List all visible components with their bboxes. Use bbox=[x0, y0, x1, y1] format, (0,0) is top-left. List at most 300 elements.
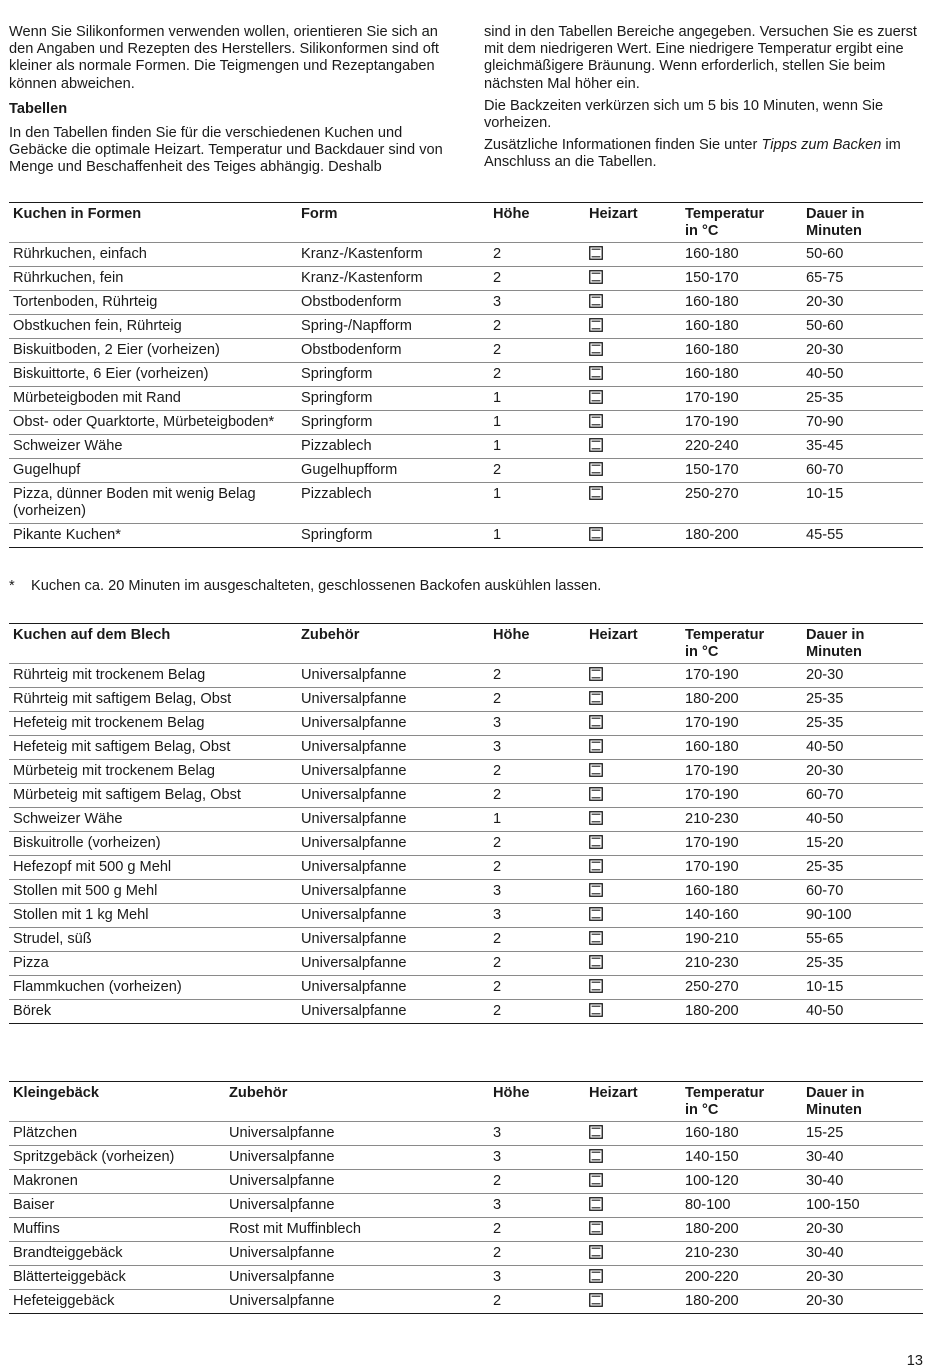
table-row bbox=[9, 856, 923, 880]
cell-temp: 150-170 bbox=[681, 267, 802, 291]
cell-duration: 35-45 bbox=[802, 435, 923, 459]
oven-top-bottom-heat-icon bbox=[589, 955, 603, 969]
oven-top-bottom-heat-icon bbox=[589, 1125, 603, 1139]
cell-duration: 60-70 bbox=[802, 784, 923, 808]
cell-heating bbox=[585, 1194, 681, 1218]
cell-heating bbox=[585, 736, 681, 760]
cell-form: Springform bbox=[297, 363, 489, 387]
column-header-duration: Dauer in Minuten bbox=[802, 203, 923, 243]
cell-name: Mürbeteig mit saftigem Belag, Obst bbox=[9, 784, 297, 808]
cell-heating bbox=[585, 435, 681, 459]
cell-heating bbox=[585, 688, 681, 712]
cell-temp: 140-160 bbox=[681, 904, 802, 928]
cell-duration: 55-65 bbox=[802, 928, 923, 952]
cell-name: Plätzchen bbox=[9, 1122, 225, 1146]
cell-form: Springform bbox=[297, 387, 489, 411]
cell-heating bbox=[585, 339, 681, 363]
cell-form: Universalpfanne bbox=[297, 976, 489, 1000]
footnote-text: Kuchen ca. 20 Minuten im ausgeschalteten, geschlossenen Backofen auskühlen lassen. bbox=[31, 578, 602, 594]
cell-form: Universalpfanne bbox=[297, 832, 489, 856]
cell-temp: 170-190 bbox=[681, 832, 802, 856]
table-kuchen-in-formen bbox=[9, 202, 923, 548]
cell-duration: 30-40 bbox=[802, 1146, 923, 1170]
intro-paragraph: sind in den Tabellen Bereiche angegeben. Versuchen Sie es zuerst mit dem niedrigeren Wert. Eine niedrigere Temperatur ergibt eine gleichmäßigere Bräunung. Wenn erforderlich, stellen Sie beim nächsten Mal höher ein. bbox=[484, 24, 917, 92]
cell-temp: 180-200 bbox=[681, 1000, 802, 1024]
cell-temp: 160-180 bbox=[681, 736, 802, 760]
cell-duration: 60-70 bbox=[802, 880, 923, 904]
cell-height: 2 bbox=[489, 315, 585, 339]
cell-heating bbox=[585, 952, 681, 976]
cell-form: Universalpfanne bbox=[225, 1194, 489, 1218]
oven-top-bottom-heat-icon bbox=[589, 1149, 603, 1163]
cell-name: Mürbeteigboden mit Rand bbox=[9, 387, 297, 411]
cell-name: Brandteiggebäck bbox=[9, 1242, 225, 1266]
cell-heating bbox=[585, 291, 681, 315]
cell-temp: 170-190 bbox=[681, 664, 802, 688]
cell-form: Universalpfanne bbox=[297, 880, 489, 904]
oven-top-bottom-heat-icon bbox=[589, 691, 603, 705]
cell-duration: 40-50 bbox=[802, 363, 923, 387]
column-header-duration: Dauer in Minuten bbox=[802, 1082, 923, 1122]
cell-heating bbox=[585, 1170, 681, 1194]
column-header-height: Höhe bbox=[489, 624, 585, 664]
cell-heating bbox=[585, 1122, 681, 1146]
cell-form: Pizzablech bbox=[297, 483, 489, 524]
column-header-name: Kuchen auf dem Blech bbox=[9, 624, 297, 664]
cell-height: 3 bbox=[489, 1194, 585, 1218]
cell-height: 1 bbox=[489, 387, 585, 411]
table-row bbox=[9, 1146, 923, 1170]
cell-temp: 180-200 bbox=[681, 524, 802, 548]
column-header-temp: Temperatur in °C bbox=[681, 624, 802, 664]
cell-height: 2 bbox=[489, 928, 585, 952]
cell-temp: 160-180 bbox=[681, 1122, 802, 1146]
cell-duration: 60-70 bbox=[802, 459, 923, 483]
oven-top-bottom-heat-icon bbox=[589, 1197, 603, 1211]
cell-temp: 170-190 bbox=[681, 387, 802, 411]
cell-name: Hefeteig mit trockenem Belag bbox=[9, 712, 297, 736]
cell-heating bbox=[585, 1266, 681, 1290]
column-header-height: Höhe bbox=[489, 1082, 585, 1122]
cell-name: Schweizer Wähe bbox=[9, 808, 297, 832]
cell-temp: 250-270 bbox=[681, 483, 802, 524]
cell-name: Mürbeteig mit trockenem Belag bbox=[9, 760, 297, 784]
cell-name: Muffins bbox=[9, 1218, 225, 1242]
cell-name: Pizza bbox=[9, 952, 297, 976]
cell-duration: 25-35 bbox=[802, 952, 923, 976]
cell-heating bbox=[585, 1218, 681, 1242]
footnote-marker: * bbox=[9, 578, 15, 594]
table-header-row bbox=[9, 203, 923, 243]
cell-duration: 45-55 bbox=[802, 524, 923, 548]
oven-top-bottom-heat-icon bbox=[589, 1293, 603, 1307]
cell-form: Pizzablech bbox=[297, 435, 489, 459]
text-run: im Anschluss an die Tabellen. bbox=[484, 137, 901, 171]
cell-height: 3 bbox=[489, 880, 585, 904]
cell-height: 3 bbox=[489, 1122, 585, 1146]
table-row bbox=[9, 760, 923, 784]
table-row bbox=[9, 664, 923, 688]
cell-form: Universalpfanne bbox=[297, 688, 489, 712]
oven-top-bottom-heat-icon bbox=[589, 763, 603, 777]
cell-name: Flammkuchen (vorheizen) bbox=[9, 976, 297, 1000]
cell-heating bbox=[585, 524, 681, 548]
cell-height: 2 bbox=[489, 1000, 585, 1024]
cell-name: Obstkuchen fein, Rührteig bbox=[9, 315, 297, 339]
cell-height: 2 bbox=[489, 243, 585, 267]
cell-height: 3 bbox=[489, 291, 585, 315]
table-row bbox=[9, 1290, 923, 1314]
cell-form: Universalpfanne bbox=[297, 928, 489, 952]
oven-top-bottom-heat-icon bbox=[589, 527, 603, 541]
cell-temp: 170-190 bbox=[681, 712, 802, 736]
cell-name: Rührkuchen, fein bbox=[9, 267, 297, 291]
cell-height: 2 bbox=[489, 952, 585, 976]
cell-name: Stollen mit 500 g Mehl bbox=[9, 880, 297, 904]
intro-paragraph bbox=[484, 137, 924, 171]
cell-height: 2 bbox=[489, 459, 585, 483]
cell-heating bbox=[585, 928, 681, 952]
cell-temp: 180-200 bbox=[681, 1290, 802, 1314]
cell-duration: 25-35 bbox=[802, 688, 923, 712]
cell-form: Universalpfanne bbox=[225, 1170, 489, 1194]
table-row bbox=[9, 784, 923, 808]
cell-temp: 210-230 bbox=[681, 808, 802, 832]
cell-height: 2 bbox=[489, 267, 585, 291]
cell-duration: 20-30 bbox=[802, 1266, 923, 1290]
cell-temp: 160-180 bbox=[681, 363, 802, 387]
cell-duration: 20-30 bbox=[802, 664, 923, 688]
cell-duration: 50-60 bbox=[802, 243, 923, 267]
cell-duration: 25-35 bbox=[802, 712, 923, 736]
cell-height: 1 bbox=[489, 808, 585, 832]
table-row bbox=[9, 928, 923, 952]
cell-heating bbox=[585, 880, 681, 904]
cell-temp: 100-120 bbox=[681, 1170, 802, 1194]
cell-height: 2 bbox=[489, 1290, 585, 1314]
column-header-name: Kleingebäck bbox=[9, 1082, 225, 1122]
oven-top-bottom-heat-icon bbox=[589, 294, 603, 308]
cell-height: 1 bbox=[489, 524, 585, 548]
cell-form: Kranz-/Kastenform bbox=[297, 267, 489, 291]
cell-name: Pizza, dünner Boden mit wenig Belag (vorheizen) bbox=[9, 483, 297, 524]
column-header-heating: Heizart bbox=[585, 624, 681, 664]
cell-duration: 65-75 bbox=[802, 267, 923, 291]
cell-form: Universalpfanne bbox=[297, 856, 489, 880]
intro-paragraph: In den Tabellen finden Sie für die verschiedenen Kuchen und Gebäcke die optimale Heizart. Temperatur und Backdauer sind von Menge und Beschaffenheit des Teiges abhängig. Deshalb bbox=[9, 125, 443, 176]
cell-temp: 140-150 bbox=[681, 1146, 802, 1170]
cell-duration: 20-30 bbox=[802, 760, 923, 784]
cell-form: Universalpfanne bbox=[225, 1290, 489, 1314]
column-header-temp: Temperatur in °C bbox=[681, 203, 802, 243]
column-header-duration: Dauer in Minuten bbox=[802, 624, 923, 664]
table-header-row bbox=[9, 1082, 923, 1122]
cell-name: Hefeteiggebäck bbox=[9, 1290, 225, 1314]
cell-temp: 160-180 bbox=[681, 315, 802, 339]
cell-heating bbox=[585, 856, 681, 880]
column-header-form: Zubehör bbox=[225, 1082, 489, 1122]
cell-form: Obstbodenform bbox=[297, 291, 489, 315]
cell-temp: 160-180 bbox=[681, 291, 802, 315]
cell-duration: 10-15 bbox=[802, 483, 923, 524]
oven-top-bottom-heat-icon bbox=[589, 390, 603, 404]
cell-heating bbox=[585, 387, 681, 411]
oven-top-bottom-heat-icon bbox=[589, 715, 603, 729]
cell-form: Universalpfanne bbox=[225, 1266, 489, 1290]
cell-height: 2 bbox=[489, 1218, 585, 1242]
cell-height: 2 bbox=[489, 688, 585, 712]
intro-right-column bbox=[484, 24, 924, 182]
cell-temp: 160-180 bbox=[681, 243, 802, 267]
cell-heating bbox=[585, 243, 681, 267]
cell-temp: 180-200 bbox=[681, 1218, 802, 1242]
cell-name: Rührteig mit trockenem Belag bbox=[9, 664, 297, 688]
cell-duration: 90-100 bbox=[802, 904, 923, 928]
cell-name: Biskuitboden, 2 Eier (vorheizen) bbox=[9, 339, 297, 363]
cell-form: Gugelhupfform bbox=[297, 459, 489, 483]
cell-temp: 80-100 bbox=[681, 1194, 802, 1218]
cell-height: 3 bbox=[489, 1266, 585, 1290]
cell-heating bbox=[585, 315, 681, 339]
cell-duration: 25-35 bbox=[802, 387, 923, 411]
oven-top-bottom-heat-icon bbox=[589, 811, 603, 825]
cell-heating bbox=[585, 267, 681, 291]
cell-height: 2 bbox=[489, 856, 585, 880]
table-header-row bbox=[9, 624, 923, 664]
cell-duration: 30-40 bbox=[802, 1242, 923, 1266]
page-number: 13 bbox=[906, 1353, 923, 1369]
cell-duration: 20-30 bbox=[802, 339, 923, 363]
cell-name: Biskuitrolle (vorheizen) bbox=[9, 832, 297, 856]
cell-name: Strudel, süß bbox=[9, 928, 297, 952]
table-row bbox=[9, 952, 923, 976]
table-row bbox=[9, 483, 923, 524]
table-row bbox=[9, 243, 923, 267]
table-row bbox=[9, 339, 923, 363]
column-header-height: Höhe bbox=[489, 203, 585, 243]
cell-height: 2 bbox=[489, 339, 585, 363]
cell-duration: 20-30 bbox=[802, 1290, 923, 1314]
cell-height: 1 bbox=[489, 411, 585, 435]
cell-temp: 250-270 bbox=[681, 976, 802, 1000]
cell-duration: 30-40 bbox=[802, 1170, 923, 1194]
tips-reference: Tipps zum Backen bbox=[761, 137, 882, 154]
table-row bbox=[9, 315, 923, 339]
column-header-form: Zubehör bbox=[297, 624, 489, 664]
cell-height: 1 bbox=[489, 435, 585, 459]
column-header-form: Form bbox=[297, 203, 489, 243]
cell-heating bbox=[585, 1242, 681, 1266]
cell-height: 3 bbox=[489, 736, 585, 760]
oven-top-bottom-heat-icon bbox=[589, 883, 603, 897]
cell-temp: 180-200 bbox=[681, 688, 802, 712]
cell-name: Makronen bbox=[9, 1170, 225, 1194]
cell-form: Universalpfanne bbox=[297, 736, 489, 760]
cell-duration: 50-60 bbox=[802, 315, 923, 339]
intro-section bbox=[9, 24, 924, 182]
cell-height: 2 bbox=[489, 784, 585, 808]
table-row bbox=[9, 976, 923, 1000]
cell-form: Universalpfanne bbox=[297, 1000, 489, 1024]
cell-height: 2 bbox=[489, 363, 585, 387]
cell-heating bbox=[585, 760, 681, 784]
cell-form: Obstbodenform bbox=[297, 339, 489, 363]
cell-heating bbox=[585, 664, 681, 688]
cell-duration: 40-50 bbox=[802, 736, 923, 760]
cell-temp: 170-190 bbox=[681, 856, 802, 880]
cell-form: Universalpfanne bbox=[297, 760, 489, 784]
cell-name: Börek bbox=[9, 1000, 297, 1024]
cell-heating bbox=[585, 976, 681, 1000]
cell-heating bbox=[585, 808, 681, 832]
oven-top-bottom-heat-icon bbox=[589, 486, 603, 500]
table-row bbox=[9, 736, 923, 760]
cell-form: Universalpfanne bbox=[297, 712, 489, 736]
cell-height: 2 bbox=[489, 1170, 585, 1194]
cell-name: Baiser bbox=[9, 1194, 225, 1218]
table-row bbox=[9, 435, 923, 459]
cell-name: Rührteig mit saftigem Belag, Obst bbox=[9, 688, 297, 712]
oven-top-bottom-heat-icon bbox=[589, 246, 603, 260]
oven-top-bottom-heat-icon bbox=[589, 1003, 603, 1017]
cell-name: Blätterteiggebäck bbox=[9, 1266, 225, 1290]
oven-top-bottom-heat-icon bbox=[589, 462, 603, 476]
oven-top-bottom-heat-icon bbox=[589, 979, 603, 993]
cell-name: Hefezopf mit 500 g Mehl bbox=[9, 856, 297, 880]
cell-temp: 170-190 bbox=[681, 411, 802, 435]
cell-form: Springform bbox=[297, 524, 489, 548]
cell-form: Rost mit Muffinblech bbox=[225, 1218, 489, 1242]
cell-heating bbox=[585, 483, 681, 524]
intro-left-column bbox=[9, 24, 449, 182]
table-kleingebaeck bbox=[9, 1081, 923, 1314]
cell-name: Pikante Kuchen* bbox=[9, 524, 297, 548]
cell-temp: 200-220 bbox=[681, 1266, 802, 1290]
table-row bbox=[9, 1170, 923, 1194]
cell-form: Universalpfanne bbox=[297, 664, 489, 688]
oven-top-bottom-heat-icon bbox=[589, 366, 603, 380]
table-row bbox=[9, 1266, 923, 1290]
text-run: Zusätzliche Informationen finden Sie unter bbox=[484, 137, 762, 154]
cell-form: Springform bbox=[297, 411, 489, 435]
cell-height: 2 bbox=[489, 1242, 585, 1266]
cell-name: Spritzgebäck (vorheizen) bbox=[9, 1146, 225, 1170]
table-row bbox=[9, 832, 923, 856]
table-row bbox=[9, 904, 923, 928]
cell-name: Obst- oder Quarktorte, Mürbeteigboden* bbox=[9, 411, 297, 435]
table-row bbox=[9, 411, 923, 435]
cell-duration: 15-20 bbox=[802, 832, 923, 856]
table-row bbox=[9, 1194, 923, 1218]
cell-form: Universalpfanne bbox=[297, 952, 489, 976]
table-row bbox=[9, 1122, 923, 1146]
table-kuchen-auf-dem-blech bbox=[9, 623, 923, 1024]
table-row bbox=[9, 387, 923, 411]
oven-top-bottom-heat-icon bbox=[589, 1269, 603, 1283]
cell-heating bbox=[585, 1146, 681, 1170]
cell-height: 2 bbox=[489, 976, 585, 1000]
table-row bbox=[9, 712, 923, 736]
cell-name: Biskuittorte, 6 Eier (vorheizen) bbox=[9, 363, 297, 387]
cell-temp: 210-230 bbox=[681, 1242, 802, 1266]
cell-heating bbox=[585, 363, 681, 387]
cell-duration: 20-30 bbox=[802, 291, 923, 315]
table-row bbox=[9, 1218, 923, 1242]
cell-duration: 20-30 bbox=[802, 1218, 923, 1242]
cell-form: Universalpfanne bbox=[225, 1242, 489, 1266]
cell-name: Tortenboden, Rührteig bbox=[9, 291, 297, 315]
cell-form: Universalpfanne bbox=[225, 1146, 489, 1170]
cell-temp: 220-240 bbox=[681, 435, 802, 459]
footnote bbox=[9, 578, 601, 594]
table-row bbox=[9, 688, 923, 712]
cell-name: Schweizer Wähe bbox=[9, 435, 297, 459]
section-heading: Tabellen bbox=[9, 100, 68, 117]
cell-duration: 40-50 bbox=[802, 1000, 923, 1024]
cell-temp: 170-190 bbox=[681, 784, 802, 808]
oven-top-bottom-heat-icon bbox=[589, 787, 603, 801]
cell-heating bbox=[585, 832, 681, 856]
cell-height: 2 bbox=[489, 832, 585, 856]
cell-form: Universalpfanne bbox=[297, 904, 489, 928]
cell-height: 2 bbox=[489, 760, 585, 784]
oven-top-bottom-heat-icon bbox=[589, 438, 603, 452]
cell-form: Spring-/Napfform bbox=[297, 315, 489, 339]
cell-height: 3 bbox=[489, 1146, 585, 1170]
cell-duration: 15-25 bbox=[802, 1122, 923, 1146]
oven-top-bottom-heat-icon bbox=[589, 270, 603, 284]
oven-top-bottom-heat-icon bbox=[589, 1245, 603, 1259]
oven-top-bottom-heat-icon bbox=[589, 859, 603, 873]
cell-form: Universalpfanne bbox=[225, 1122, 489, 1146]
cell-temp: 150-170 bbox=[681, 459, 802, 483]
cell-name: Gugelhupf bbox=[9, 459, 297, 483]
table-row bbox=[9, 524, 923, 548]
cell-heating bbox=[585, 459, 681, 483]
cell-height: 2 bbox=[489, 664, 585, 688]
cell-height: 1 bbox=[489, 483, 585, 524]
cell-duration: 70-90 bbox=[802, 411, 923, 435]
table-row bbox=[9, 363, 923, 387]
cell-form: Universalpfanne bbox=[297, 808, 489, 832]
table-row bbox=[9, 291, 923, 315]
cell-duration: 40-50 bbox=[802, 808, 923, 832]
table-row bbox=[9, 1242, 923, 1266]
cell-heating bbox=[585, 904, 681, 928]
cell-name: Stollen mit 1 kg Mehl bbox=[9, 904, 297, 928]
cell-temp: 210-230 bbox=[681, 952, 802, 976]
table-row bbox=[9, 880, 923, 904]
cell-name: Hefeteig mit saftigem Belag, Obst bbox=[9, 736, 297, 760]
oven-top-bottom-heat-icon bbox=[589, 739, 603, 753]
intro-paragraph: Die Backzeiten verkürzen sich um 5 bis 10 Minuten, wenn Sie vorheizen. bbox=[484, 97, 884, 132]
cell-form: Universalpfanne bbox=[297, 784, 489, 808]
table-row bbox=[9, 459, 923, 483]
cell-temp: 160-180 bbox=[681, 339, 802, 363]
cell-height: 3 bbox=[489, 904, 585, 928]
oven-top-bottom-heat-icon bbox=[589, 1173, 603, 1187]
cell-duration: 10-15 bbox=[802, 976, 923, 1000]
cell-heating bbox=[585, 1000, 681, 1024]
oven-top-bottom-heat-icon bbox=[589, 1221, 603, 1235]
oven-top-bottom-heat-icon bbox=[589, 907, 603, 921]
oven-top-bottom-heat-icon bbox=[589, 414, 603, 428]
cell-duration: 100-150 bbox=[802, 1194, 923, 1218]
column-header-name: Kuchen in Formen bbox=[9, 203, 297, 243]
cell-heating bbox=[585, 784, 681, 808]
oven-top-bottom-heat-icon bbox=[589, 931, 603, 945]
oven-top-bottom-heat-icon bbox=[589, 318, 603, 332]
